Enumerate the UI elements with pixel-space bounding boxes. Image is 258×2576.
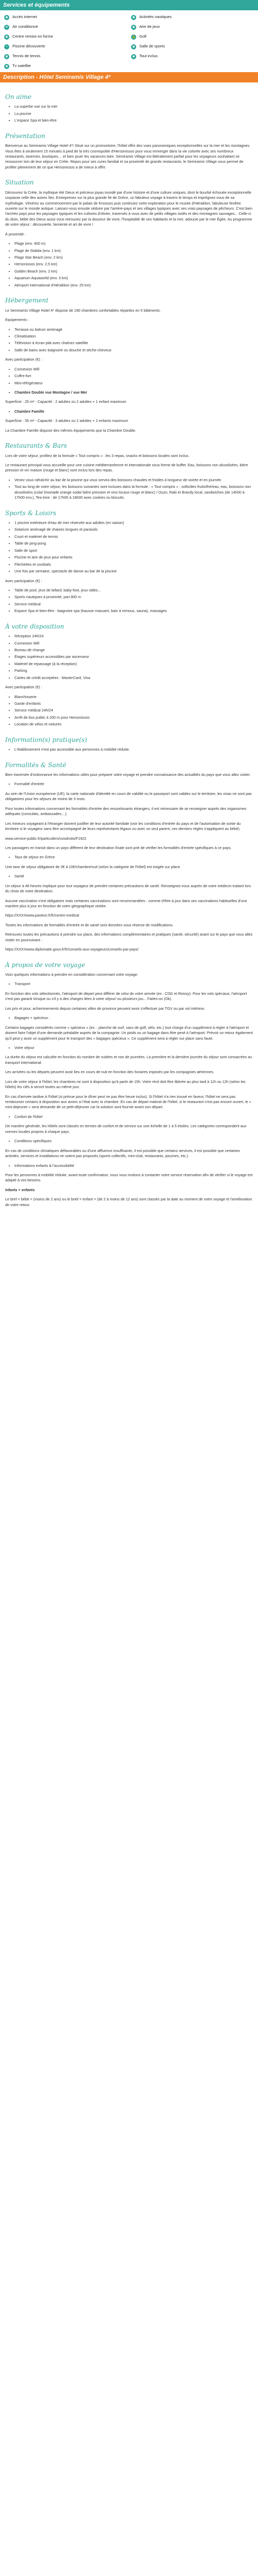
boat-icon: ◉	[131, 15, 136, 20]
formalites-link[interactable]: https://XXXXwww.pasteur.fr/fr/centre-medical	[5, 913, 79, 918]
list-item: • Court et matériel de tennis	[14, 534, 253, 539]
room-type-list	[5, 390, 253, 395]
list-item: • Piscine et aire de jeux pour enfants	[14, 555, 253, 560]
list-item: • Connexion Wifi	[14, 641, 253, 646]
hebergement-equip-label: Equipements :	[5, 317, 29, 323]
list-item: • Salle de bains avec baignoire ou douche et sèche-cheveux	[14, 348, 253, 353]
service-label: Tv satellite	[12, 63, 31, 69]
presentation-text: Bienvenue au Semiramis Village Hotel 4*! Situé sur un promontoire, l'hôtel offre des vues panoramiques exceptionnelles sur la mer et les montagnes. Vous êtes à seulement 15 minutes à pied de la très cosmopolite d'Hersonissos pour vous immerger dans la vie colorée avec ses nombreux restaurants, tavernes, boutiques… et bien jouer les vacances bien. Semiramis Village est littéralement parfait pour les voyageurs souhaitant se ressourcer loin de leur séjour en Crète. Repos pour ses cures familial et sa proximité de grands restaurants, le Semiramis Village vous permet de profiter pleinement de ce que Hersonissos a de mieux à offrir.	[5, 143, 250, 170]
apropos-text: La durée du séjour est calculée en fonction du nombre de nuitées et non de journées. La première et la dernière journée du séjour sont consacrées au transport international.	[5, 1055, 252, 1065]
list-item: • Taux de séjour en Grèce	[14, 855, 253, 860]
service-item	[131, 24, 254, 30]
list-item: • Plage (env. 400 m)	[14, 241, 253, 246]
restaurants-title: Restaurants & Bars	[5, 442, 67, 450]
apropos-intro: Voici quelques informations à prendre en considération concernant votre voyage.	[5, 972, 138, 977]
apropos-list	[5, 1045, 253, 1050]
list-item: • Hersonissos (env. 2,5 km)	[14, 262, 253, 267]
description-content	[0, 82, 258, 1222]
apropos-text: Certains bagages considérés comme « spécieux » (ex. : planche de surf, sacs de golf, vélo, etc.) tout charge d'un supplément à régler à l'aéroport et doivent faire l'objet d'une demande préalable auprès de la compagnie. Un poids ou un bagage dans être pesé à l'aéroport. Prévoir un retour également qu'il peut y avoir un supplément pour le transport des « bagages spécieux ». Ce supplément sera à régler sur place sans faute.	[5, 1025, 253, 1041]
list-item: • Chambre Double vue Montagne / vue Mer	[14, 390, 253, 395]
list-item: • Coffre-fort	[14, 374, 253, 379]
service-label: Piscine découverte	[12, 44, 45, 49]
apropos-text: En fonction des vols sélectionnés, l'aéroport de départ peut différer de celui de votre arrivée (ex : CDG et Roissy). Pour les vols spéciaux, l'aéroport n'est pas garanti lorsque ou s'il y a des charges liées à votre séjour/ ou plusieurs jou... Faites-un (Ok).	[5, 991, 247, 1002]
services-section	[0, 10, 258, 72]
services-grid	[4, 14, 254, 69]
service-item	[131, 44, 254, 49]
apropos-text: Le bref = bébé = (moins de 2 ans) ou le brief = enfant = (de 2 à moins de 12 ans) sont classés par la date au moment de votre voyage et l'amélioration de votre retour.	[5, 1197, 252, 1207]
hebergement-paid-label: Avec participation (€) :	[5, 357, 42, 362]
list-item: • Télévision à écran plat avec chaînes satellite	[14, 341, 253, 346]
formalites-title: Formalités & Santé	[5, 761, 67, 769]
on-aime-list	[5, 104, 253, 123]
formalites-link[interactable]: www.service-public.fr/particuliers/vosdroits/F1922	[5, 836, 87, 841]
apropos-text: Lors de votre séjour à l'hôtel, les chambres ne sont à disposition qu'à partir de 15h. Votre récit doit être libérée au plus tard à 11h ou 12h (selon les hôtels) les clés à seront toutes au même jour.	[5, 1079, 246, 1090]
apropos-text: Les arrivées ou les départs peuvent avoir lieu en cours de nuit en fonction des horaires imposés par les compagnies aériennes.	[5, 1070, 215, 1075]
list-item: • Plage Star Beach (env. 2 km)	[14, 255, 253, 260]
list-item: • Matériel de repassage (à la réception)	[14, 662, 253, 667]
restaurants-intro: Lors de votre séjour, profitez de la formule « Tout compris » : les 3 repas, snacks et boissons locales sont inclus.	[5, 453, 190, 458]
apropos-list	[5, 1114, 253, 1120]
list-item: • Chambre Famille	[14, 409, 253, 414]
service-item	[131, 34, 254, 40]
sports-paid-label: Avec participation (€) :	[5, 578, 42, 583]
list-item: • Blanchisserie	[14, 694, 253, 700]
all-inclusive-icon: ◉	[131, 54, 136, 59]
list-item: • Formalité d'entrée	[14, 782, 253, 787]
list-item: • 1 piscine extérieure d'eau de mer réservée aux adultes (en saison)	[14, 520, 253, 526]
service-label: Accès internet	[12, 14, 37, 20]
list-item: • Salle de sport	[14, 548, 253, 553]
apropos-list	[5, 1015, 253, 1021]
room-double-text: Superficie : 25 m² - Capacité : 2 adultes ou 2 adultes + 1 enfant maximum	[5, 399, 126, 404]
list-item: • Golden Beach (env. 2 km)	[14, 269, 253, 274]
disposition-paid-label: Avec participation (€) :	[5, 685, 42, 690]
list-item: • Service médical	[14, 602, 253, 607]
tv-icon: ◉	[4, 64, 9, 69]
list-item: • L'établissement n'est pas accessible aux personnes à mobilité réduite.	[14, 747, 253, 752]
list-item: • Garde d'enfants	[14, 701, 253, 706]
formalites-text: Aucune vaccination n'est obligatoire mais certaines vaccinations sont recommandées : comme d'être à jour dans ses vaccinations habituelles d'une manière plus à jour en fonction de votre géographique visitée.	[5, 898, 247, 909]
service-label: Golf	[139, 34, 147, 39]
restaurants-main: Le restaurant principal vous accueille pour une cuisine méditerranéenne et internationale sous forme de buffet. Eau, boissons non alcoolisées, bière pression et vin maison (rouge et blanc) sont inclus lors des repas.	[5, 463, 248, 473]
hebergement-equip-list	[5, 327, 253, 353]
service-item	[4, 54, 127, 59]
service-label: Activités nautiques	[139, 14, 172, 20]
situation-title: Situation	[5, 179, 34, 187]
formalites-text: Retrouvez toutes les précautions à prendre sur place, des informations complémentaires et pratiques (santé, sécurité) avant sur le pays que vous allez visiter en poursuivant :	[5, 932, 253, 942]
apropos-subtitle: Infants + enfants	[5, 1187, 35, 1192]
list-item: • Venez vous rafraîchir au bar de la piscine qui vous servira des boissons chaudes et froides à longueur de soirée et en journée.	[14, 478, 253, 483]
formalites-list	[5, 874, 253, 879]
service-label: Tout inclus	[139, 54, 158, 59]
formalites-list	[5, 855, 253, 860]
apropos-list	[5, 1139, 253, 1144]
sports-title: Sports & Loisirs	[5, 509, 57, 517]
formalites-text: Pour toutes informations concernant les formalités d'entrée des ressortissants étrangers, il est nécessaire de se renseigner auprès des organismes adéquats (consulats, ambassades…).	[5, 806, 247, 817]
hebergement-title: Hébergement	[5, 297, 49, 304]
situation-text: Découvrez la Crète, la mythique été Dieux et précieux joyau inondé par d'une histoire et d'une culture uniques, dont le bourbé échouée exceptionnelle surpasse celle des autres îles. Entreprenez sur la plus grande île de Grèce, un fabuleux voyage à travers le temps et imprégnez-vous de sa mythologie. Vénérez au commencement par le palais de Knossos puis continuez votre exploration pour le musée d'Héraklion, fabuleuse fenêtre ouverte sur le monde antique. Laissez-vous ensuite séduire par l'arrière-pays et ses villages typiques avec ses vrais paysages de pêcheurs. C'est bien l'archéo pays pour les paysages typiques et les cultures d'olivier, traversés à vous avec de petits villages isolés et des montagnes sauvages... Celle-ci du divin, bébé des Dieux aussi vous retrouvez par la douceur de vivre, l'hospitalité de ses habitants et la mer, adoucie par le mer Égée. Au programme de votre séjour : découverte, farniente et art de vivre !	[5, 190, 252, 227]
list-item: • Bureau de change	[14, 648, 253, 653]
service-item	[131, 54, 254, 59]
list-item: • Fléchettes et cocktails	[14, 562, 253, 567]
list-item: • Table de ping-pong	[14, 541, 253, 546]
list-item: • La superbe vue sur la mer	[14, 104, 253, 109]
list-item: • Informations enfants & l'accessibilité	[14, 1163, 253, 1168]
room-family-text: Superficie : 35 m² - Capacité : 3 adultes ou 2 adultes + 2 enfants maximum	[5, 418, 128, 423]
list-item: • Arrêt de bus public à 200 m pour Hersonissos	[14, 715, 253, 720]
on-aime-title: On aime	[5, 93, 31, 100]
list-item: • Location de vélos et voitures	[14, 722, 253, 727]
apropos-text: De manière générale, les hôtels sont classés en termes de confort et de service sur une échelle de 1 à 5 étoiles. Les catégories correspondent aux normes locales propres à chaque pays.	[5, 1124, 247, 1134]
apropos-text: En cas d'arrivée tardive à l'hôtel (si prévue pour le dîner peut ne pas être heure inclus). Si l'hôtel n'a rien trouvé en faveur, l'hôtel ne sera pas rembourser certains à disposition aux avoirs si l'état avec la chambre. En cas de départ matinal de l'hôtel, si le restaurant n'est pas encore ouvert, le « mini-dejeuner » sera demande de ce petit-déjeuner car la solution sont fournie avant son départ.	[5, 1094, 251, 1110]
service-label: Aire de jeux	[139, 24, 160, 29]
infos-list	[5, 747, 253, 752]
list-item: • L'espace Spa et bien-être	[14, 118, 253, 123]
hebergement-paid-list	[5, 367, 253, 386]
list-item: • Votre séjour	[14, 1045, 253, 1050]
service-label: Salle de sports	[139, 44, 165, 49]
service-item	[4, 63, 127, 69]
list-item: • Terrasse ou balcon aménagé	[14, 327, 253, 332]
formalites-intro: Bien traversée d'ordonnance les informations utiles pour préparer votre voyage et prendre connaissance des actualités du pays que vous allez visiter.	[5, 772, 251, 777]
sports-paid-list	[5, 588, 253, 614]
service-item	[4, 24, 127, 30]
service-label: Centre remise en forme	[12, 34, 53, 39]
list-item: • Bagages + spécieux :	[14, 1015, 253, 1021]
list-item: • Connexion Wifi	[14, 367, 253, 372]
list-item: • Parking	[14, 668, 253, 673]
apropos-text: Pour les personnes à mobilité réduite, avant toute confirmation, nous vous invitons à contacter notre service réservation afin de vérifier si le voyage est adapté à vos besoins.	[5, 1172, 253, 1183]
formalites-text: Un séjour à 48 heures implique pour tout voyageur de prendre certaines précautions de santé. Renseignez-vous auprès de votre médecin traitant lors du choix de votre destination.	[5, 883, 251, 894]
list-item: • La piscine	[14, 111, 253, 116]
list-item: • Étages supérieurs accessibles par ascenseur	[14, 654, 253, 659]
apropos-list	[5, 981, 253, 987]
snowflake-icon: ❄	[4, 25, 9, 30]
apropos-text: En cas de conditions climatiques défavorables ou d'une affluence insuffisante, il est possible que certains services, il est possible que certaines activités, services et installations ne soient pas proposés (sports collectifs, mini-club, restaurants, piscines, etc.).	[5, 1148, 240, 1159]
tennis-icon: ◉	[4, 54, 9, 59]
wifi-icon: ◉	[4, 15, 9, 20]
disposition-paid-list	[5, 694, 253, 727]
list-item: • Table de pool, jeux de billard, baby-foot, jeux vidéo...	[14, 588, 253, 593]
list-item: • Mini-réfrigérateur	[14, 381, 253, 386]
list-item: • Conditions spécifiques	[14, 1139, 253, 1144]
apropos-text: Les prix et pour, acheminements depuis certaines villes de province peuvent avoir s'effectuer par TGV ou par vol intérieur.	[5, 1006, 205, 1011]
list-item: • Confort de l'hôtel	[14, 1114, 253, 1120]
list-item: • Service médical 24h/24	[14, 708, 253, 713]
room-family-note: La Chambre Famille dispose des mêmes équipements que la Chambre Double.	[5, 428, 136, 433]
service-label: Tennis de tennis	[12, 54, 41, 59]
formalites-text: Toutes les informations de formalités d'entrée et de santé sont données sous réserve de modifications.	[5, 922, 174, 927]
service-item	[131, 14, 254, 20]
list-item: • Tout au long de votre séjour, les boissons suivantes sont incluses dans la formule : « Tout compris » : softs/des fruits/thé/eau, eau, boissons non alcoolisées (cola/ limonade orange soda/ bière pression et vins locaux rouge et blanc) / Ouzo, Raki et Brandy local, sandwiches (de 14h00 à 17h00 env.), Tea time : de 17h00 à 18h00 avec cookies ou biscuits.	[14, 484, 253, 500]
golf-icon: ⛳	[132, 35, 136, 39]
situation-list	[5, 241, 253, 288]
service-item	[4, 44, 127, 49]
list-item: • Plage de Stalida (env. 1 km)	[14, 248, 253, 253]
description-header: Description - Hôtel Semiramis Village 4*	[0, 72, 258, 82]
hebergement-intro: Le Semiramis Village Hotel 4* dispose de 190 chambres confortables réparties en 5 bâtiments.	[5, 308, 161, 313]
list-item: • Transport	[14, 981, 253, 987]
restaurants-list	[5, 478, 253, 501]
formalites-link[interactable]: https://XXXXwww.diplomatie.gouv.fr/fr/conseils-aux-voyageurs/conseils-par-pays/	[5, 947, 139, 952]
list-item: • Réception 24h/24	[14, 634, 253, 639]
list-item: • Aquarium Aquaworld (env. 3 km)	[14, 276, 253, 281]
formalites-text: Les mineurs voyageant à l'étranger doivent justifier de leur autorité familiale (voir les conditions d'entrée du pays et de l'autorisation de sortie du territoire si le voyageur sans être accompagné de leurs représentants légaux ou avec un seul parent, ces derniers règles s'appliquent au bébé).	[5, 821, 241, 832]
sports-list	[5, 520, 253, 574]
playground-icon: ◉	[131, 25, 136, 30]
infos-title: Information(s) pratique(s)	[5, 736, 87, 743]
service-label: Air conditionné	[12, 24, 38, 29]
list-item: • Sports nautiques à proximité, pari 800 m	[14, 595, 253, 600]
list-item: • Climatisation	[14, 334, 253, 339]
disposition-list	[5, 634, 253, 681]
list-item: • Aéroport international d'Héraklion (env. 25 km)	[14, 283, 253, 288]
fitness-icon: ◉	[4, 35, 9, 40]
room-type-list	[5, 409, 253, 414]
situation-nearby-label: À proximité :	[5, 231, 26, 236]
pool-icon: ≈	[4, 44, 9, 49]
list-item: • Cartes de crédit acceptées : MasterCard, Visa	[14, 675, 253, 681]
apropos-list	[5, 1163, 253, 1168]
apropos-title: À propos de votre voyage	[5, 961, 85, 969]
disposition-title: À votre disposition	[5, 622, 64, 630]
list-item: • Solarium aménagé de chaises longues et parasols	[14, 527, 253, 532]
page	[0, 0, 258, 1222]
presentation-title: Présentation	[5, 132, 45, 140]
service-item	[4, 34, 127, 40]
formalites-text: Au sein de l'Union européenne (UE), la carte nationale d'identité en cours de validité ou le passeport sont valides sur le territoire, les visas ne sont pas obligatoires pour les séjours de moins de 3 mois.	[5, 791, 252, 802]
formalites-list	[5, 782, 253, 787]
services-header: Services et équipements	[0, 0, 258, 10]
list-item: • Une fois par semaine, spectacle de danse au bar de la piscine	[14, 569, 253, 574]
formalites-text: Les passagers en transit dans un pays différent de leur destination finale sont prié de vérifier les formalités d'entrée spécifiques à ce pays.	[5, 845, 232, 850]
dumbbell-icon: ◉	[131, 44, 136, 49]
list-item: • Espace Spa et bien-être : baignoire spa (hausse massant, bain à remous, sauna), massages	[14, 608, 253, 614]
service-item	[4, 14, 127, 20]
list-item: • Santé	[14, 874, 253, 879]
formalites-text: Une taxe de séjour obligatoire de 3€ à 10€/chambre/nuit (selon la catégorie de l'hôtel) est exigée sur place.	[5, 864, 181, 869]
